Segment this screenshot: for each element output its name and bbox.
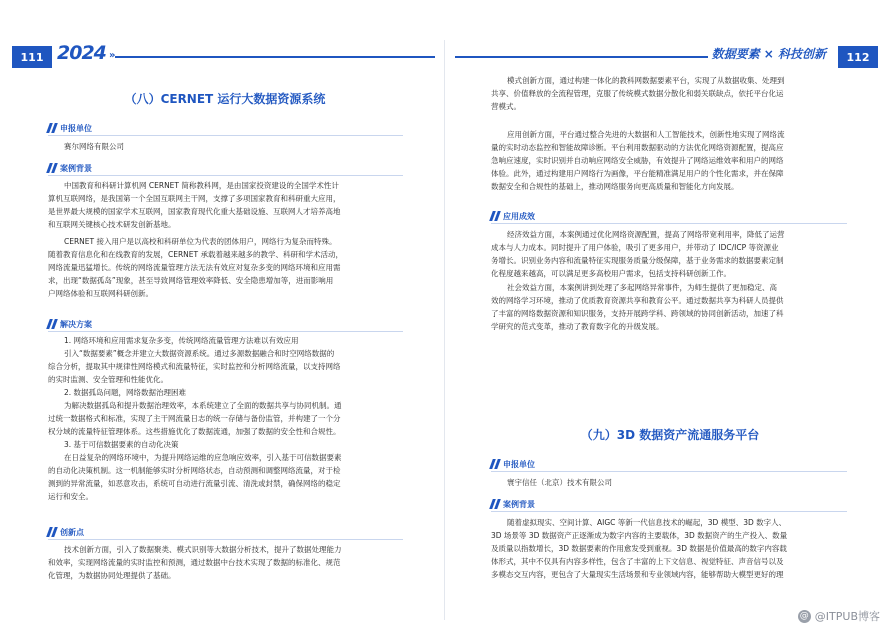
right-page <box>445 0 890 630</box>
application-innovation-paragraph: 应用创新方面，平台通过整合先进的大数据和人工智能技术，创新性地实现了网络流 量的实时动态监控和智能故障诊断。平台利用数据驱动的方法优化网络资源配置，提高应 急响应速度，实时识别并自动响应网络安全威胁，有效提升了网络运维效率和用户的网络 体验。此外，通过构建用户网络行为画像，平台能精准满足用户的个性化需求，并在保障 数据安全和合规性的基础上，推动网络服务向更高质量和智能化方向发展。 <box>491 130 785 191</box>
divider <box>48 539 403 540</box>
at-icon: @ <box>799 611 809 621</box>
divider <box>48 135 403 136</box>
subheading-background <box>48 162 92 174</box>
innovation-body: 技术创新方面，引入了数据聚类、模式识别等大数据分析技术，提升了数据处理能力 和效率，实现网络流量的实时监控和预测，通过数据中台技术实现了数据的标准化、规范 化管理，为数据协同处理提供了基础。 <box>48 545 342 580</box>
divider <box>48 175 403 176</box>
background-paragraph-1: 中国教育和科研计算机网 CERNET 简称教科网，是由国家投资建设的全国学术性计 算机互联网络，是我国第一个全国互联网主干网，支撑了多项国家教育和科研重大应用， 是世界最大规模的国家学术互联网，国家教育现代化重大基础设施、互联网人才培养高地 和互联网关键核心技术研发创新基地。 <box>48 181 341 229</box>
divider <box>491 471 847 472</box>
section-title: （九）3D 数据资产流通服务平台 <box>580 428 760 442</box>
double-bar-icon <box>48 319 56 329</box>
subheading-applicant <box>491 458 535 470</box>
chevron-icon: » <box>109 50 116 61</box>
background-paragraph-2: CERNET 接入用户是以高校和科研单位为代表的团体用户，网络行为复杂而特殊。 随着教育信息化和在线教育的发展，CERNET 承载着越来越多的教学、科研和学术活动， 网络流量迅猛增长。传统的网络流量管理方法无法有效应对复杂多变的网络环境和应用需 求，出现“数据孤岛”现象，甚至导致网络管理效率降低、安全隐患增加等，进而影响用 户网络体验和互联网科研创新。 <box>48 237 343 298</box>
subheading-label: 解决方案 <box>60 319 92 329</box>
applicant-name: 赛尔网络有限公司 <box>64 142 124 151</box>
section-title: （八）CERNET 运行大数据资源系统 <box>124 92 326 106</box>
divider <box>48 331 403 332</box>
divider <box>491 511 847 512</box>
double-bar-icon <box>48 123 56 133</box>
subheading-label: 应用成效 <box>503 211 535 221</box>
double-bar-icon <box>48 163 56 173</box>
subheading-label: 创新点 <box>60 527 84 537</box>
subheading-label: 申报单位 <box>60 123 92 133</box>
subheading-innovation <box>48 526 84 538</box>
model-innovation-paragraph: 模式创新方面，通过构建一体化的教科网数据要素平台，实现了从数据收集、处理到 共享、价值释放的全流程管理，克服了传统模式数据分散化和弱关联缺点，依托平台化运 营模式。 <box>491 76 785 111</box>
watermark-text: @ITPUB博客 <box>814 610 880 623</box>
subheading-label: 案例背景 <box>60 163 92 173</box>
economic-benefit-paragraph: 经济效益方面，本案例通过优化网络资源配置，提高了网络带宽利用率，降低了运营 成本与人力成本。同时提升了用户体验，吸引了更多用户，并带动了 IDC/ICP 等资源业 务增长。识别业务内容和流量特征实现服务质量分级保障，基于业务需求的数据要素定制 化程度越来越高，可以满足更多高校用户需求，包括支持科研创新工作。 <box>491 230 785 278</box>
subheading-label: 申报单位 <box>503 459 535 469</box>
subheading-label: 案例背景 <box>503 499 535 509</box>
page-number: 112 <box>838 46 878 68</box>
subheading-background <box>491 498 535 510</box>
applicant-name: 寰宇信任（北京）技术有限公司 <box>507 478 612 487</box>
subheading-applicant <box>48 122 92 134</box>
solution-body: 1. 网络环境和应用需求复杂多变，传统网络流量管理方法难以有效应用 引入“数据要素”概念并建立大数据资源系统。通过多源数据融合和时空网络数据的 综合分析，提取其中规律性网络模式和流量特征，实时监控和分析网络流量，以支持网络 的实时监测、安全管理和性能优化。 2. 数据孤岛问题，网络数据治理困难 为解决数据孤岛和提升数据治理效率，本系统建立了全面的数据共享与协同机制。通 过统一数据格式和标准，实现了主干网流量日志的统一存储与备份监管，并构建了一个分 权分域的流量特征管理体系。这些措施优化了数据流通，加强了数据的安全性和合规性。 3. 基于可信数据要素的自动化决策 在日益复杂的网络环境中，为提升网络运维的应急响应效率，引入基于可信数据要素 的自动化决策机制。这一机制能够实时分析网络状态，自动预测和调整网络流量，对于检 测到的异常流量，如恶意攻击，系统可自动进行流量引流、清洗或封禁，确保网络的稳定 运行和安全。 <box>48 336 342 501</box>
subheading-results <box>491 210 535 222</box>
year-logo: 2024 <box>57 42 109 64</box>
page-number: 111 <box>12 46 52 68</box>
double-bar-icon <box>491 459 499 469</box>
divider <box>491 223 847 224</box>
header-rule <box>88 56 435 58</box>
watermark <box>798 608 880 624</box>
background-paragraph: 随着虚拟现实、空间计算、AIGC 等新一代信息技术的崛起，3D 模型、3D 数字人、 3D 场景等 3D 数据资产正逐渐成为数字内容的主要载体，3D 数据资产的生产投入、数量 及质量以指数增长，3D 数据要素的作用愈发受到重视。3D 数据是价值最高的数字内容载 体形式，其中不仅具有内容多样性，包含了丰富的上下文信息、视觉特征、声音信号以及 多模态交互内容，更包含了大量现实生活场景和专业领域内容，能够帮助大模型更好的理 <box>491 518 788 579</box>
subheading-solution <box>48 318 92 330</box>
double-bar-icon <box>48 527 56 537</box>
double-bar-icon <box>491 499 499 509</box>
double-bar-icon <box>491 211 499 221</box>
running-title: 数据要素 × 科技创新 <box>708 45 830 62</box>
social-benefit-paragraph: 社会效益方面，本案例讲到处理了多起网络异常事件，为师生提供了更加稳定、高 效的网络学习环境，推动了优质教育资源共享和教育公平。通过数据共享为科研人员提供 了丰富的网络数据资源和知识服务，支持开展跨学科、跨领域的协同创新活动，加速了科 学研究的范式变革，推动了教育数字化的升级发展。 <box>491 283 784 331</box>
